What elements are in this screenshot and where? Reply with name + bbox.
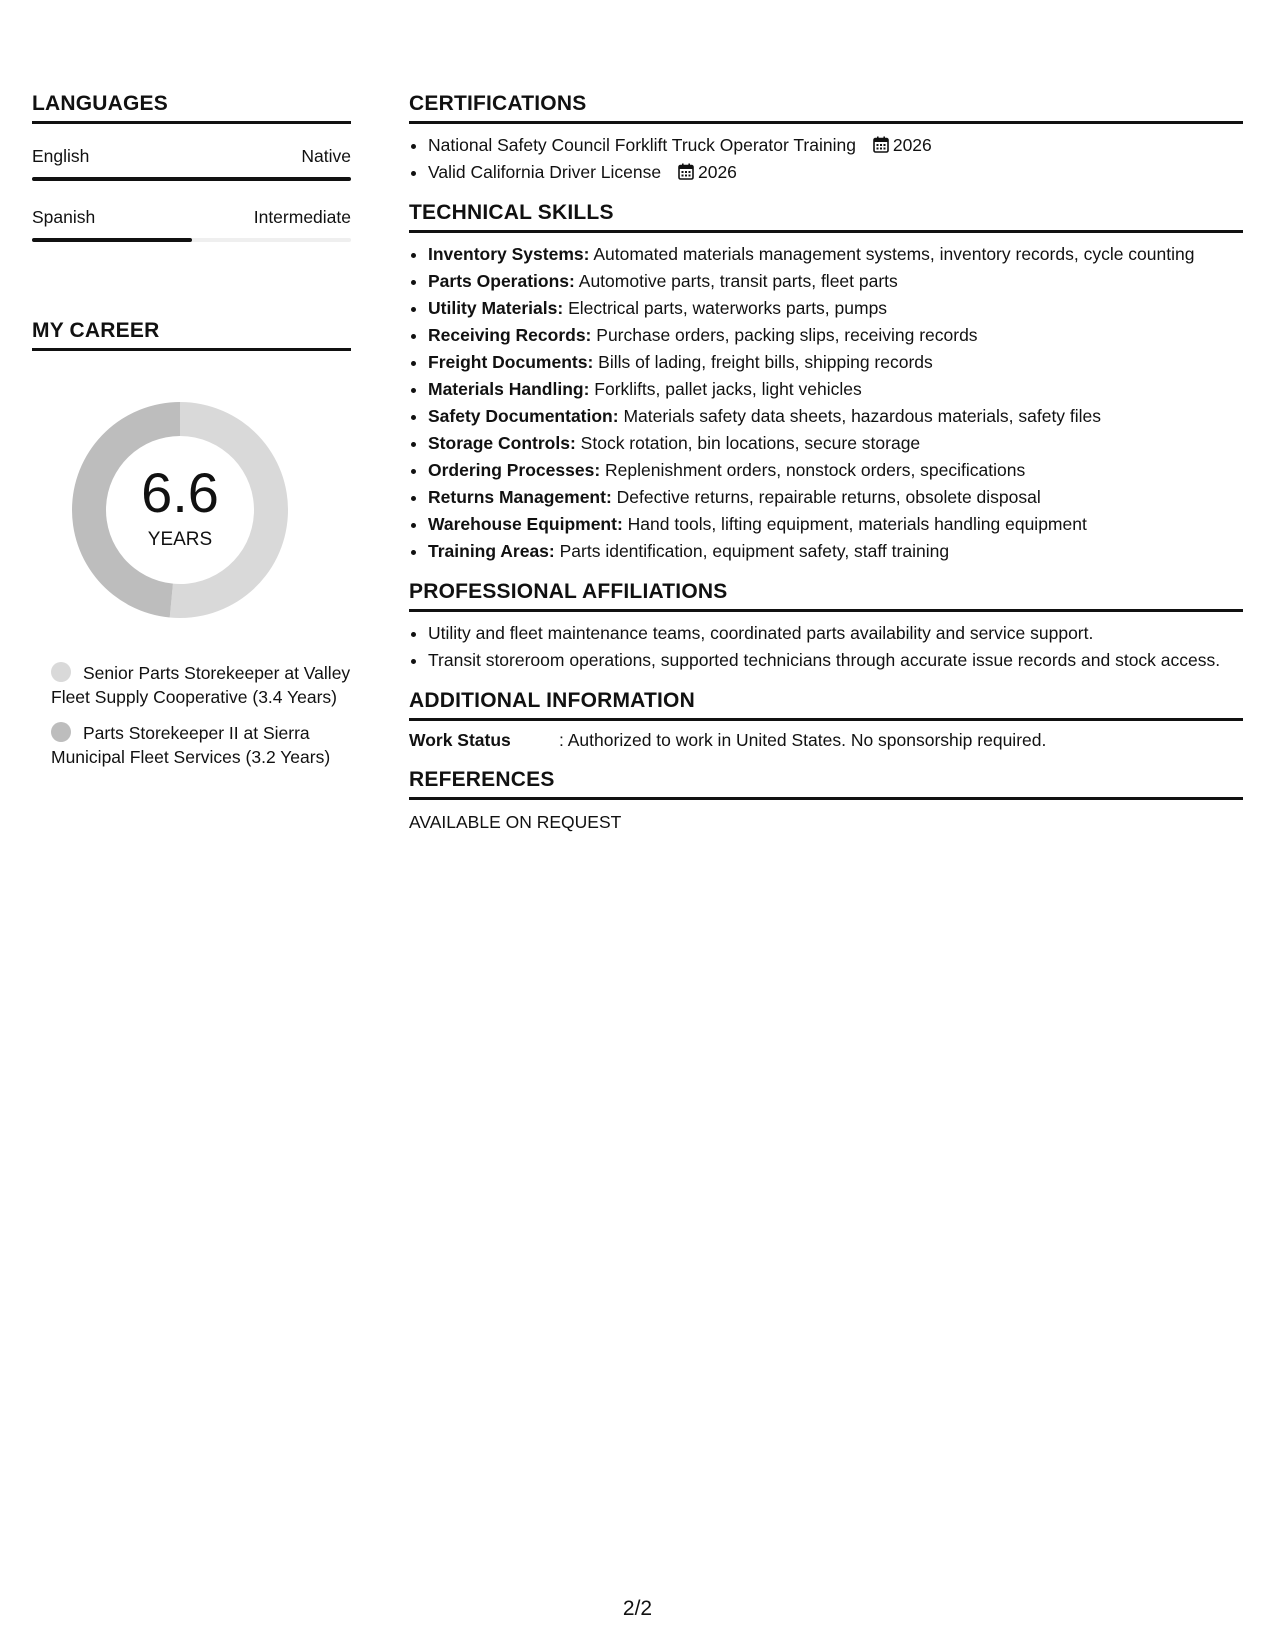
work-status-row xyxy=(409,730,1243,751)
additional-info-section xyxy=(409,689,1243,751)
skill-label: Ordering Processes: xyxy=(428,460,601,480)
calendar-icon xyxy=(873,136,889,153)
career-title: MY CAREER xyxy=(32,319,351,351)
skill-text: Forklifts, pallet jacks, light vehicles xyxy=(594,379,862,399)
certification-year: 2026 xyxy=(697,162,737,182)
skill-label: Materials Handling: xyxy=(428,379,590,399)
references-section xyxy=(409,768,1243,833)
affiliations-title: PROFESSIONAL AFFILIATIONS xyxy=(409,580,1243,612)
affiliation-item: • Utility and fleet maintenance teams, coordinated parts availability and service support. xyxy=(428,621,1243,645)
skill-item xyxy=(428,431,1243,455)
languages-title: LANGUAGES xyxy=(32,92,351,124)
skill-item xyxy=(428,269,1243,293)
skill-text: Stock rotation, bin locations, secure storage xyxy=(580,433,921,453)
references-title: REFERENCES xyxy=(409,768,1243,800)
language-proficiency-fill xyxy=(32,238,192,242)
skill-text: Replenishment orders, nonstock orders, specifications xyxy=(605,460,1026,480)
skill-text: Purchase orders, packing slips, receiving records xyxy=(596,325,978,345)
skill-item xyxy=(428,539,1243,563)
certification-year: 2026 xyxy=(892,135,932,155)
skill-label: Safety Documentation: xyxy=(428,406,619,426)
skill-label: Storage Controls: xyxy=(428,433,576,453)
skill-text: Bills of lading, freight bills, shipping records xyxy=(598,352,933,372)
language-level: Native xyxy=(301,146,351,166)
skill-item xyxy=(428,242,1243,266)
skill-item xyxy=(428,458,1243,482)
language-level: Intermediate xyxy=(253,207,351,227)
additional-info-title: ADDITIONAL INFORMATION xyxy=(409,689,1243,721)
calendar-icon xyxy=(678,163,694,180)
language-name: Spanish xyxy=(32,207,96,227)
skill-text: Automated materials management systems, inventory records, cycle counting xyxy=(593,244,1195,264)
language-spanish xyxy=(32,207,351,242)
career-legend-label: Senior Parts Storekeeper at Valley Fleet Supply Cooperative (3.4 Years) xyxy=(51,663,351,707)
language-name: English xyxy=(32,146,90,166)
affiliations-section xyxy=(409,580,1243,672)
affiliations-list xyxy=(409,621,1243,672)
certification-name: Valid California Driver License xyxy=(428,162,662,182)
skill-item xyxy=(428,350,1243,374)
skill-text: Automotive parts, transit parts, fleet parts xyxy=(578,271,898,291)
skill-label: Inventory Systems: xyxy=(428,244,590,264)
skill-label: Training Areas: xyxy=(428,541,555,561)
skill-text: Electrical parts, waterworks parts, pumps xyxy=(568,298,888,318)
references-text: AVAILABLE ON REQUEST xyxy=(409,812,622,832)
skill-text: Hand tools, lifting equipment, materials handling equipment xyxy=(627,514,1087,534)
skill-label: Warehouse Equipment: xyxy=(428,514,623,534)
career-donut-chart xyxy=(65,395,295,625)
certification-item xyxy=(428,160,1243,184)
work-status-label: Work Status xyxy=(409,730,511,750)
language-english xyxy=(32,146,351,181)
skill-text: Defective returns, repairable returns, obsolete disposal xyxy=(616,487,1041,507)
skill-item xyxy=(428,512,1243,536)
technical-skills-section xyxy=(409,201,1243,563)
skill-label: Parts Operations: xyxy=(428,271,575,291)
work-status-value: : Authorized to work in United States. No sponsorship required. xyxy=(559,730,1047,750)
skill-item xyxy=(428,404,1243,428)
career-legend-dot-icon xyxy=(51,662,71,682)
certification-name: National Safety Council Forklift Truck Operator Training xyxy=(428,135,856,155)
left-column xyxy=(32,92,351,781)
career-legend-item xyxy=(51,661,351,709)
certifications-list xyxy=(409,133,1243,184)
affiliation-item: • Transit storeroom operations, supported technicians through accurate issue records and stock access. xyxy=(428,648,1243,672)
skill-label: Freight Documents: xyxy=(428,352,594,372)
page-number: 2/2 xyxy=(622,1597,653,1620)
certifications-title: CERTIFICATIONS xyxy=(409,92,1243,124)
language-proficiency-fill xyxy=(32,177,351,181)
career-total-years: 6.6 xyxy=(141,461,219,524)
certification-item xyxy=(428,133,1243,157)
language-proficiency-bar xyxy=(32,177,351,181)
skill-item xyxy=(428,323,1243,347)
skill-label: Returns Management: xyxy=(428,487,612,507)
skill-item xyxy=(428,296,1243,320)
skill-item xyxy=(428,485,1243,509)
technical-skills-list xyxy=(409,242,1243,563)
career-legend-dot-icon xyxy=(51,722,71,742)
career-legend xyxy=(51,661,351,769)
technical-skills-title: TECHNICAL SKILLS xyxy=(409,201,1243,233)
language-proficiency-bar xyxy=(32,238,351,242)
career-legend-item xyxy=(51,721,351,769)
certifications-section xyxy=(409,92,1243,184)
skill-item xyxy=(428,377,1243,401)
skill-label: Receiving Records: xyxy=(428,325,592,345)
skill-label: Utility Materials: xyxy=(428,298,564,318)
skill-text: Parts identification, equipment safety, staff training xyxy=(559,541,950,561)
skill-text: Materials safety data sheets, hazardous materials, safety files xyxy=(623,406,1102,426)
career-legend-label: Parts Storekeeper II at Sierra Municipal Fleet Services (3.2 Years) xyxy=(51,723,331,767)
right-column xyxy=(409,92,1243,833)
career-years-unit: YEARS xyxy=(147,529,213,550)
